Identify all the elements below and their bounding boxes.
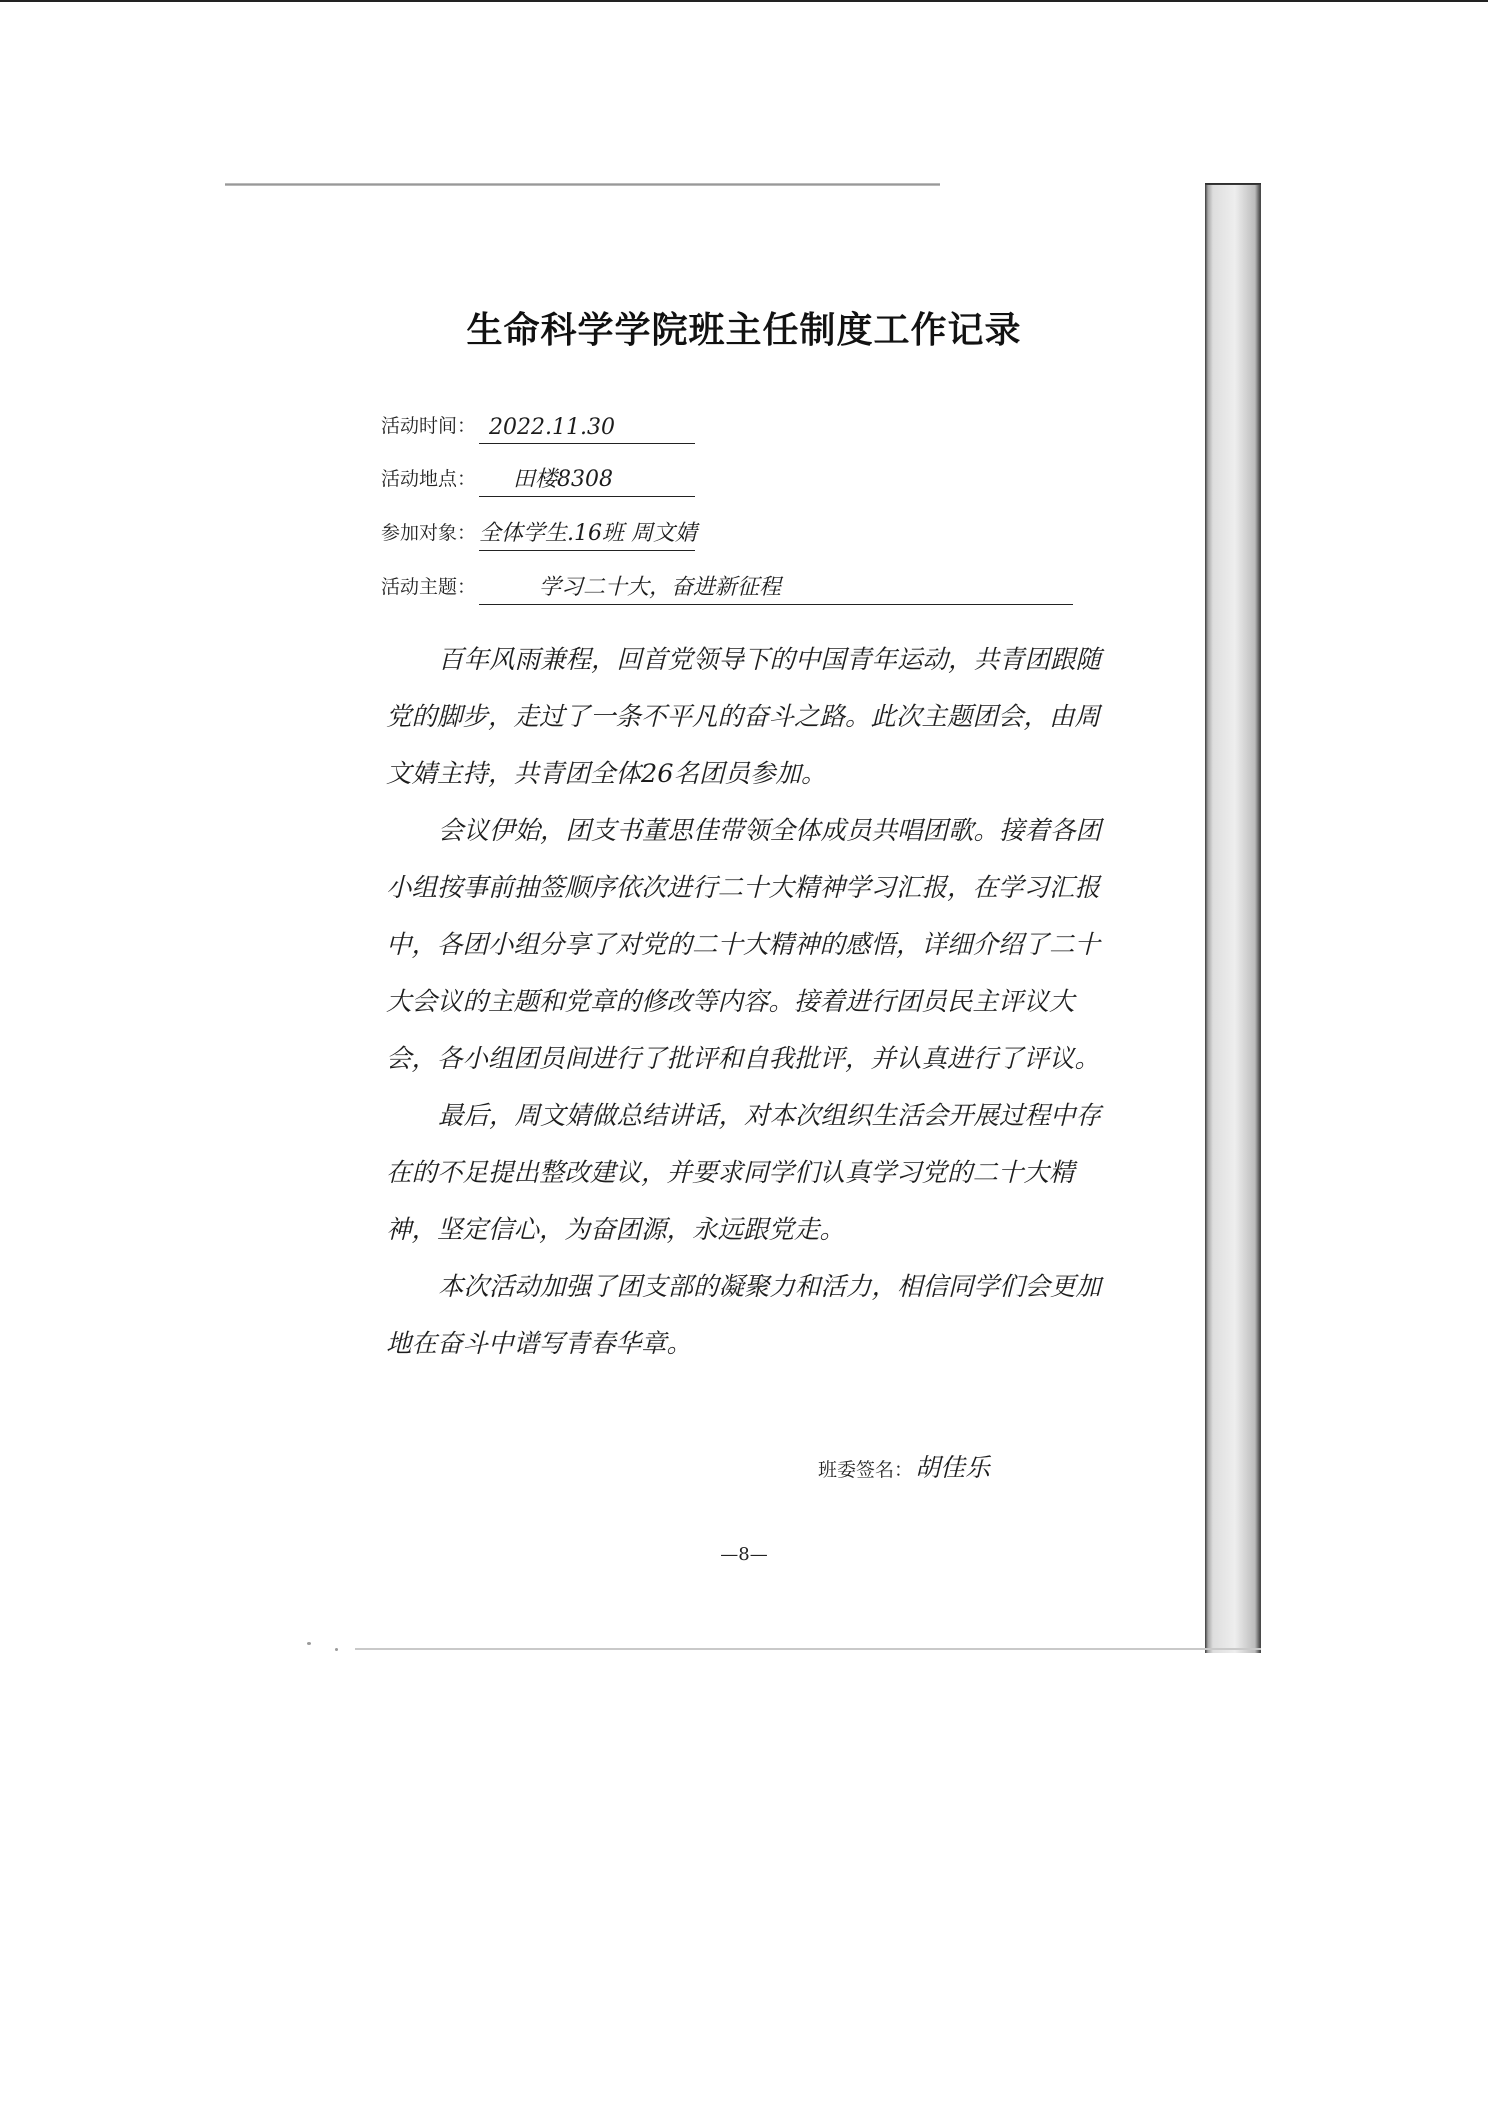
signature-value: 胡佳乐 <box>915 1453 991 1482</box>
field-label-time: 活动时间： <box>381 415 477 437</box>
field-label-location: 活动地点： <box>381 468 477 490</box>
field-label-theme: 活动主题： <box>381 576 477 598</box>
record-paragraph: 本次活动加强了团支部的凝聚力和活力，相信同学们会更加地在奋斗中谱写青春华章。 <box>386 1272 1102 1359</box>
field-activity-location <box>381 457 701 497</box>
field-underline <box>479 496 695 497</box>
page-number: —8— <box>720 1544 768 1565</box>
field-participants <box>381 511 741 551</box>
field-label-participants: 参加对象： <box>381 522 477 544</box>
scan-rule-bottom <box>355 1648 1261 1650</box>
field-value-participants: 全体学生.16班 周文婧 <box>479 521 697 546</box>
record-paragraph: 百年风雨兼程，回首党领导下的中国青年运动，共青团跟随党的脚步，走过了一条不平凡的奋斗之路。此次主题团会，由周文婧主持，共青团全体26名团员参加。 <box>386 645 1102 789</box>
field-value-time: 2022.11.30 <box>489 415 615 440</box>
field-activity-time <box>381 404 701 444</box>
document-title: 生命科学学院班主任制度工作记录 <box>466 310 1022 351</box>
field-underline <box>479 604 1073 605</box>
signature-label: 班委签名： <box>818 1459 914 1481</box>
scan-top-border <box>0 0 1488 2</box>
record-paragraph: 最后，周文婧做总结讲话，对本次组织生活会开展过程中存在的不足提出整改建议，并要求同学们认真学习党的二十大精神，坚定信心，为奋团源，永远跟党走。 <box>386 1101 1102 1245</box>
class-committee-signature <box>818 1448 990 1488</box>
field-activity-theme <box>381 565 1081 605</box>
scan-rule-top <box>225 183 940 186</box>
handwritten-record-body <box>386 632 1116 1373</box>
field-underline <box>479 550 695 551</box>
field-value-theme: 学习二十大，奋进新征程 <box>539 575 782 600</box>
record-paragraph: 会议伊始，团支书董思佳带领全体成员共唱团歌。接着各团小组按事前抽签顺序依次进行二十大精神学习汇报，在学习汇报中，各团小组分享了对党的二十大精神的感悟，详细介绍了二十大会议的主题和党章的修改等内容。接着进行团员民主评议大会，各小组团员间进行了批评和自我批评，并认真进行了评议。 <box>386 816 1102 1074</box>
scan-speck <box>307 1642 311 1645</box>
field-underline <box>479 443 695 444</box>
scan-speck <box>335 1648 338 1651</box>
field-value-location: 田楼8308 <box>513 467 613 492</box>
scan-edge-right <box>1205 185 1261 1653</box>
